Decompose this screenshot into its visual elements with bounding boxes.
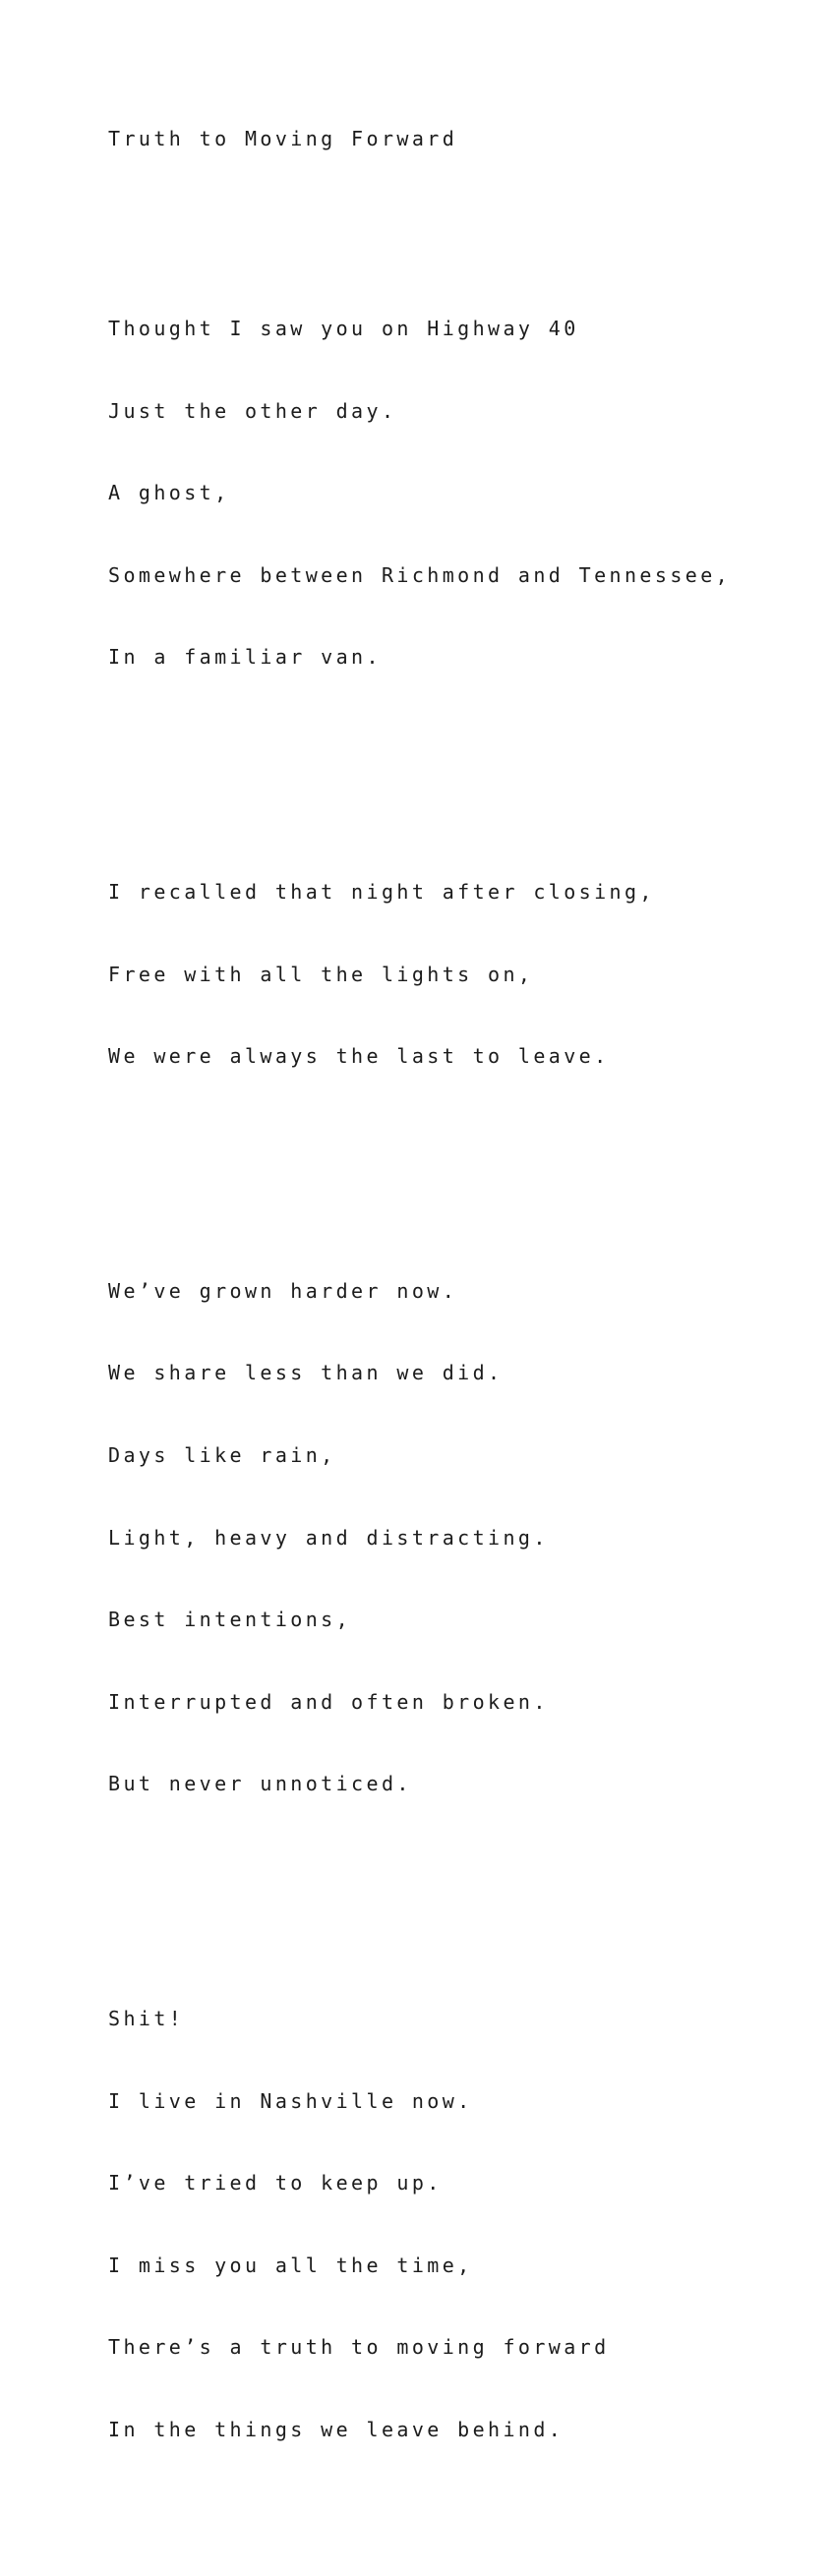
poem-line: Best intentions, xyxy=(108,1608,352,1632)
poem-line: Somewhere between Richmond and Tennessee, xyxy=(108,562,732,587)
poem-line: Free with all the lights on, xyxy=(108,962,534,986)
poem-line: I’ve tried to keep up. xyxy=(108,2171,443,2195)
poem-line: Just the other day. xyxy=(108,398,397,423)
stanza-1 xyxy=(108,264,731,723)
poem xyxy=(108,77,731,2576)
poem-line: In a familiar van. xyxy=(108,645,382,670)
poem-line: But never unnoticed. xyxy=(108,1772,412,1796)
poem-line: Thought I saw you on Highway 40 xyxy=(108,317,579,340)
poem-line: Interrupted and often broken. xyxy=(108,1689,549,1714)
poem-title: Truth to Moving Forward xyxy=(108,127,458,150)
stanza-3 xyxy=(108,1227,731,1849)
poem-line: In the things we leave behind. xyxy=(108,2417,565,2441)
poem-line: I miss you all the time, xyxy=(108,2253,473,2277)
poem-line: We’ve grown harder now. xyxy=(108,1278,458,1303)
poem-line: Light, heavy and distracting. xyxy=(108,1525,549,1550)
stanza-4 xyxy=(108,1955,731,2495)
poem-line: There’s a truth to moving forward xyxy=(108,2335,610,2360)
stanza-2 xyxy=(108,828,731,1122)
poem-line: Shit! xyxy=(108,2006,185,2030)
poem-line: A ghost, xyxy=(108,481,230,505)
poem-line: I recalled that night after closing, xyxy=(108,879,655,904)
poem-line: We share less than we did. xyxy=(108,1361,504,1385)
poem-line: We were always the last to leave. xyxy=(108,1044,610,1069)
poem-line: Days like rain, xyxy=(108,1442,336,1467)
poem-line: I live in Nashville now. xyxy=(108,2088,473,2113)
